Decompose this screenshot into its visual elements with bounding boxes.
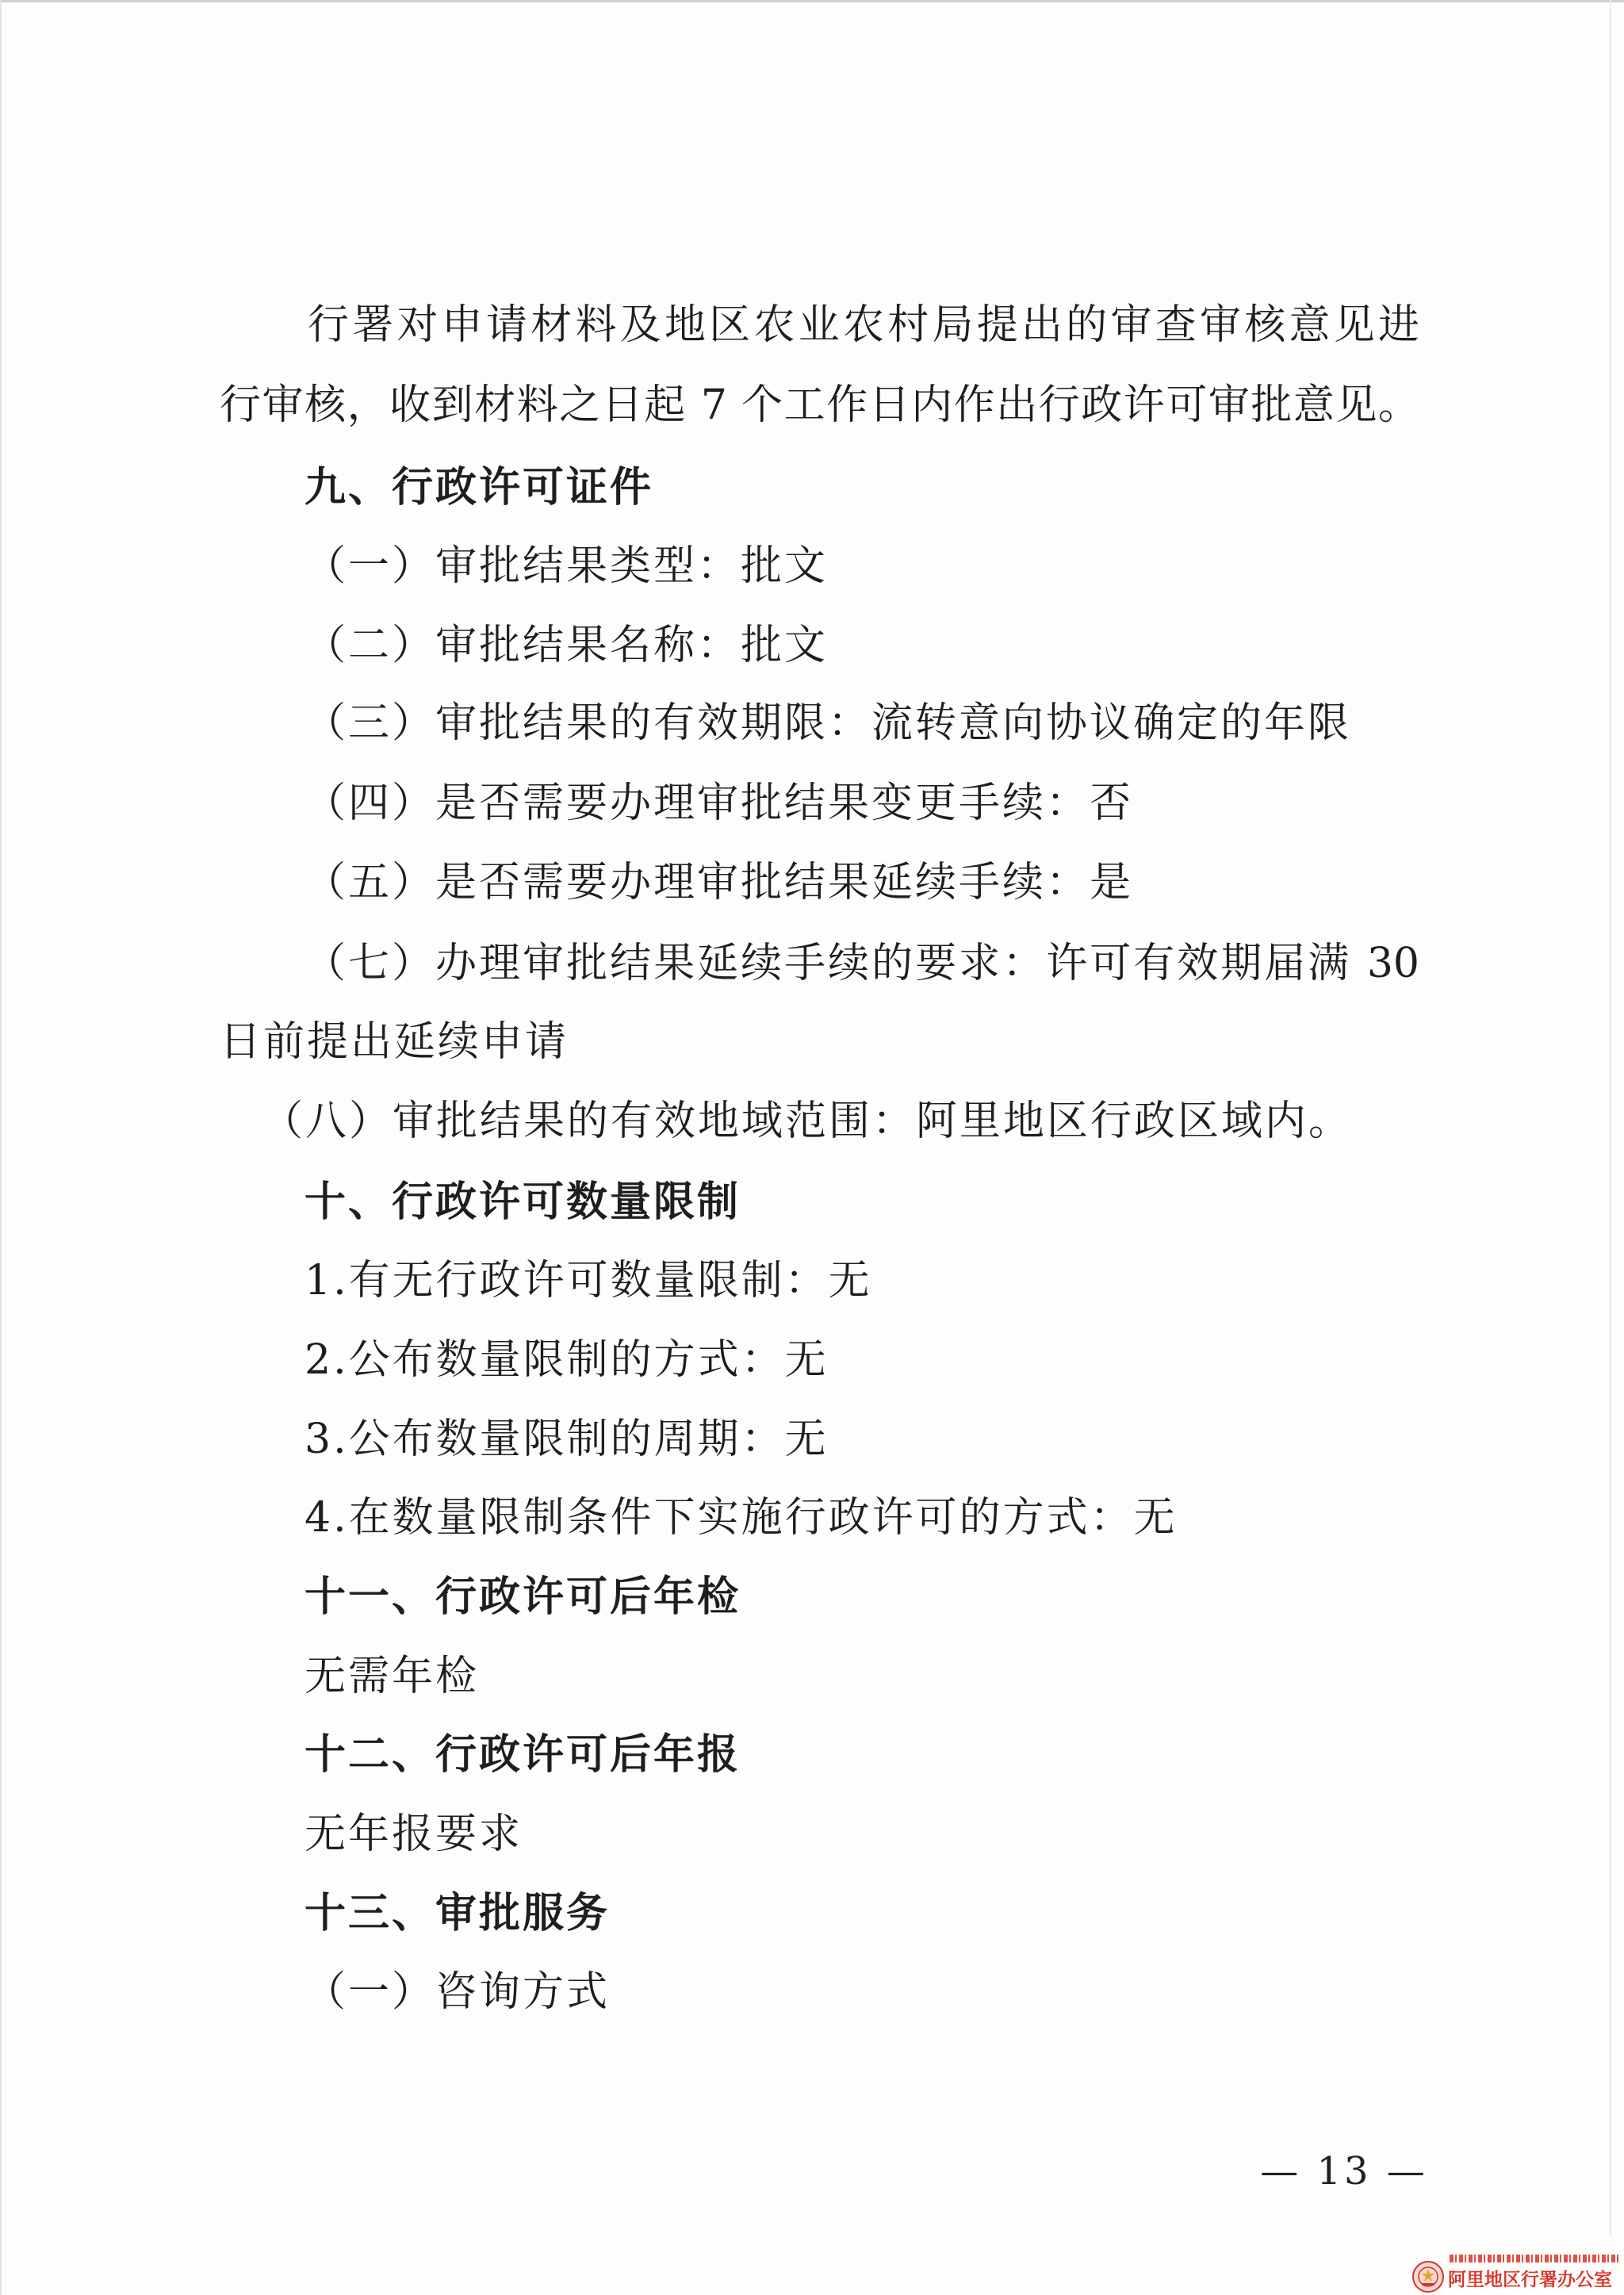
page-number: — 13 — (1260, 2149, 1428, 2193)
section-heading: 九、行政许可证件 (304, 464, 654, 511)
list-item: 1.有无行政许可数量限制：无 (304, 1257, 872, 1305)
paragraph-line: 行署对申请材料及地区农业农村局提出的审查审核意见进 (308, 301, 1419, 349)
tibetan-script-line (1450, 2255, 1621, 2262)
list-item-continuation: 日前提出延续申请 (220, 1018, 569, 1066)
list-item: （三）审批结果的有效期限：流转意向协议确定的年限 (304, 699, 1352, 747)
national-emblem-icon (1411, 2260, 1445, 2293)
list-item: 2.公布数量限制的方式：无 (304, 1336, 829, 1384)
list-item: 3.公布数量限制的周期：无 (304, 1416, 829, 1463)
section-heading: 十三、审批服务 (304, 1890, 611, 1937)
list-item: （四）是否需要办理审批结果变更手续：否 (304, 780, 1134, 827)
section-heading: 十二、行政许可后年报 (304, 1731, 741, 1779)
list-item: （一）审批结果类型：批文 (304, 542, 829, 590)
section-body: 无需年检 (304, 1653, 480, 1700)
section-heading: 十、行政许可数量限制 (304, 1178, 741, 1226)
list-item: 4.在数量限制条件下实施行政许可的方式：无 (304, 1494, 1178, 1542)
list-item: （一）咨询方式 (304, 1968, 611, 2016)
scan-edge-top (0, 0, 1624, 2)
section-heading: 十一、行政许可后年检 (304, 1573, 741, 1621)
office-name-stamp: 阿里地区行署办公室 (1448, 2270, 1612, 2290)
scan-edge-right (1610, 0, 1611, 2236)
section-body: 无年报要求 (304, 1810, 523, 1858)
paragraph-line: 行审核，收到材料之日起 7 个工作日内作出行政许可审批意见。 (220, 381, 1419, 429)
list-item: （八）审批结果的有效地域范围：阿里地区行政区域内。 (262, 1098, 1353, 1145)
list-item: （二）审批结果名称：批文 (304, 622, 829, 669)
list-item: （七）办理审批结果延续手续的要求：许可有效期届满 30 (304, 940, 1419, 987)
scan-edge-left (0, 0, 2, 2295)
list-item: （五）是否需要办理审批结果延续手续：是 (304, 859, 1134, 906)
